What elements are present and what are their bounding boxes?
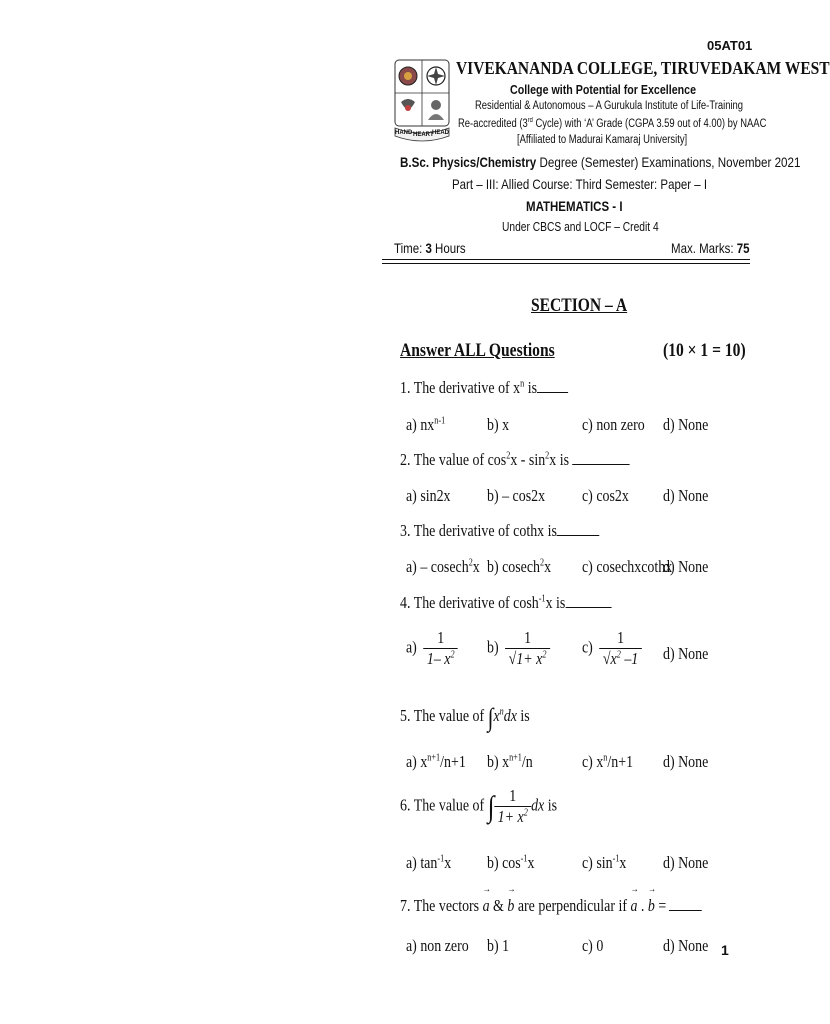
scheme-line: Under CBCS and LOCF – Credit 4 <box>502 220 659 234</box>
option-c: c) 0 <box>582 936 604 955</box>
paper-code: 05AT01 <box>707 38 753 53</box>
time-info: Time: 3 Hours <box>394 240 466 256</box>
option-c: c) $\frac{1}{√x^2 -1}$ <box>582 628 642 669</box>
question-4: 4. The derivative of $\cosh^{-1}x$ is <box>400 593 611 613</box>
option-c: c) non zero <box>582 415 645 434</box>
option-b: b) $\cos^{-1}x$ <box>487 853 535 872</box>
tagline: College with Potential for Excellence <box>510 82 697 97</box>
logo-word: HEART <box>413 132 434 138</box>
option-b: b) x <box>487 415 510 434</box>
section-instruction: Answer ALL Questions <box>400 340 555 361</box>
option-b: b) – cos2x <box>487 486 546 505</box>
option-d: d) None <box>663 936 709 955</box>
option-a: a) $\frac{1}{1- x^2}$ <box>406 628 458 669</box>
option-d: d) None <box>663 752 709 771</box>
header-line-2: Re-accredited (3rd Cycle) with ‘A’ Grade (CGPA 3.59 out of 4.00) by NAAC <box>458 117 767 130</box>
logo-word: HEAD <box>432 130 450 136</box>
option-a: a) $\tan^{-1}x$ <box>406 853 452 872</box>
vector-arrow-icon: → <box>482 884 491 895</box>
option-c: c) cos2x <box>582 486 629 505</box>
question-6: 6. The value of ∫ $\frac{1}{1+ x^2}$ dx is <box>400 786 558 826</box>
question-3: 3. The derivative of cothx is <box>400 521 600 541</box>
question-5: 5. The value of $\int x^ndx$ is <box>400 703 530 732</box>
option-a: a) $x^{n+1}/n+1$ <box>406 752 466 771</box>
header-line-1: Residential & Autonomous – A Gurukula Institute of Life-Training <box>475 100 744 112</box>
option-c: c) cosechxcothx <box>582 557 673 576</box>
vector-arrow-icon: → <box>630 884 639 895</box>
option-a: a) non zero <box>406 936 469 955</box>
option-d: d) None <box>663 557 709 576</box>
college-logo <box>393 58 451 144</box>
section-marks: (10 × 1 = 10) <box>663 340 746 361</box>
vector-arrow-icon: → <box>647 884 657 895</box>
option-d: d) None <box>663 853 709 872</box>
question-2: 2. The value of $\cos^2x - \sin^2x$ is <box>400 450 630 470</box>
header-rule <box>382 259 750 260</box>
subject: MATHEMATICS - I <box>526 198 623 214</box>
option-a: a) $nx^{n-1}$ <box>406 415 446 434</box>
logo-word: HAND <box>395 130 413 136</box>
option-d: d) None <box>663 415 709 434</box>
option-d: d) None <box>663 486 709 505</box>
option-b: b) cosech$^2$x <box>487 557 552 576</box>
exam-title: B.Sc. Physics/Chemistry Degree (Semester) Examinations, November 2021 <box>400 154 801 170</box>
question-1: 1. The derivative of $x^n$ is <box>400 378 568 398</box>
section-title: SECTION – A <box>531 295 628 316</box>
part-line: Part – III: Allied Course: Third Semester: Paper – I <box>452 176 708 192</box>
vector-arrow-icon: → <box>507 884 516 895</box>
option-a: a) – cosech$^2$x <box>406 557 480 576</box>
option-b: b) 1 <box>487 936 510 955</box>
marks-info: Max. Marks: 75 <box>671 240 750 256</box>
page-number: 1 <box>721 942 729 958</box>
question-7: 7. The vectors → a & → b are perpendicular if → a . → b = <box>400 896 701 916</box>
option-d: d) None <box>663 644 709 663</box>
option-b: b) $x^{n+1}/n$ <box>487 752 533 771</box>
integral-sign-icon: ∫ <box>487 790 495 824</box>
header-line-3: [Affiliated to Madurai Kamaraj University] <box>517 134 688 146</box>
header-rule <box>382 263 750 264</box>
option-a: a) sin2x <box>406 486 451 505</box>
option-c: c) $x^n/n+1$ <box>582 752 634 771</box>
college-name: VIVEKANANDA COLLEGE, TIRUVEDAKAM WEST <box>456 58 830 78</box>
integral-sign-icon: ∫ <box>487 703 494 732</box>
option-c: c) $\sin^{-1}x$ <box>582 853 627 872</box>
option-b: b) $\frac{1}{√1+ x^2}$ <box>487 628 550 669</box>
